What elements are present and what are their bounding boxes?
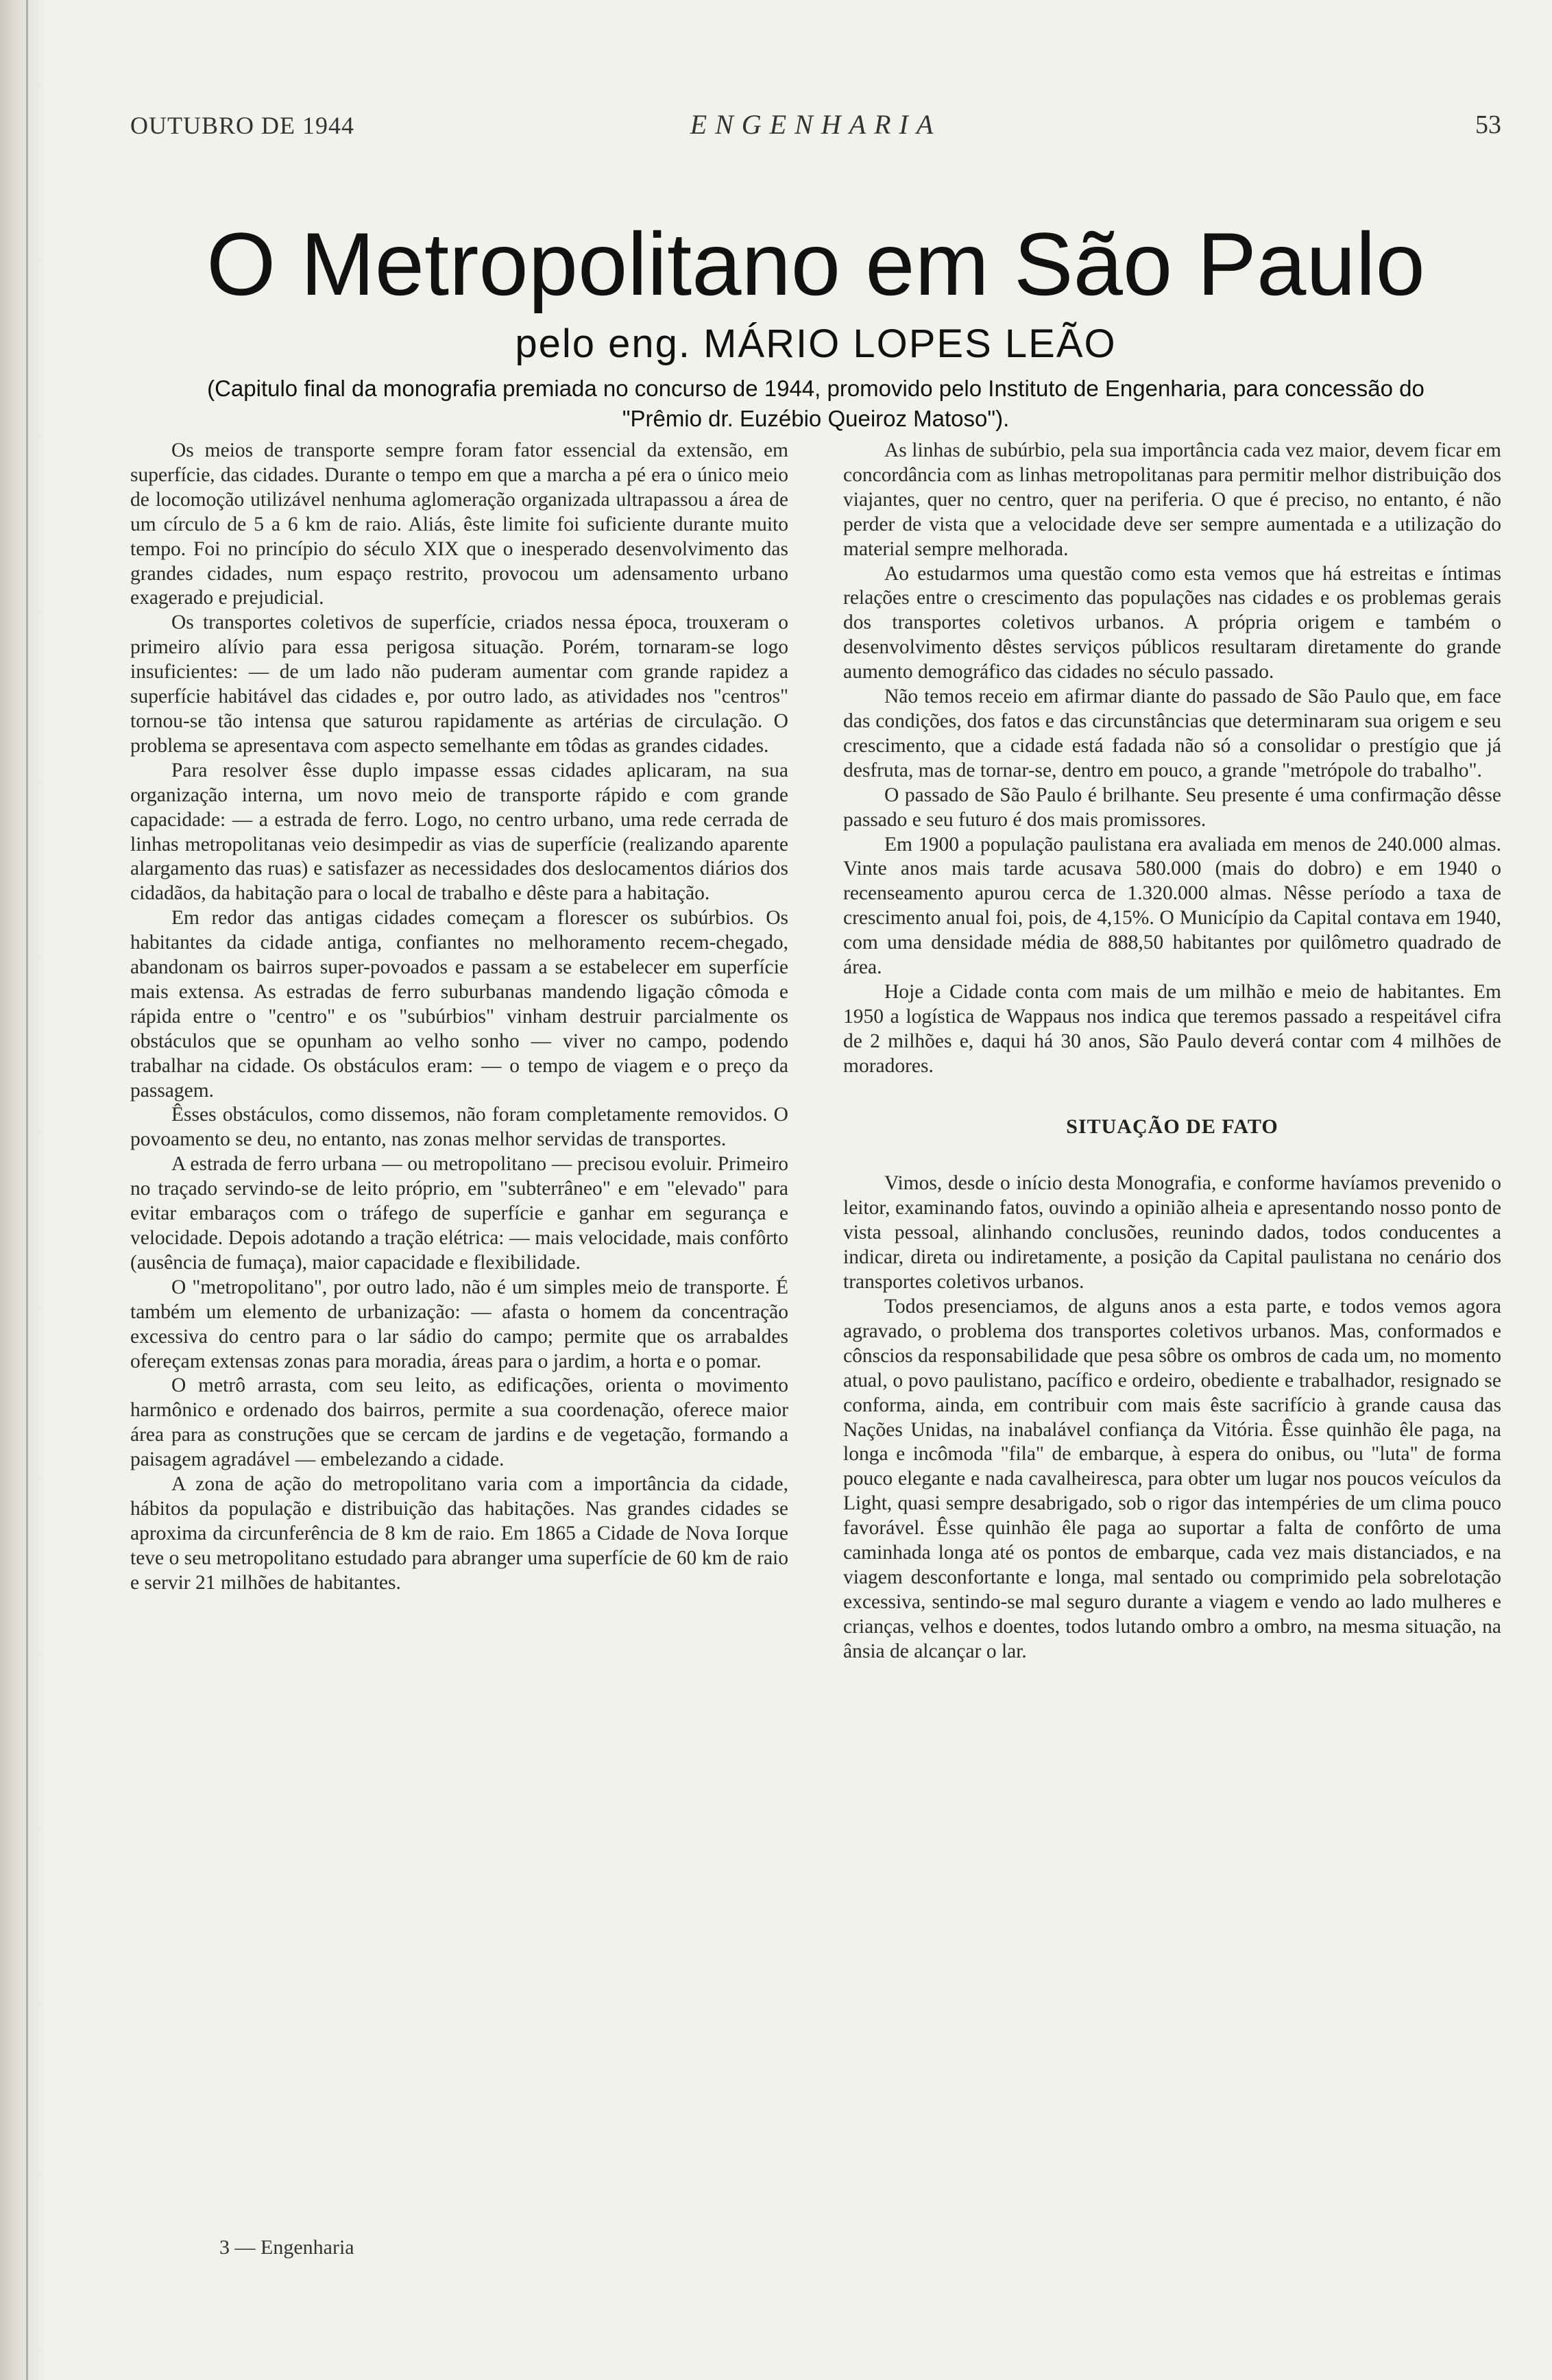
left-column bbox=[130, 439, 788, 2358]
page-binding-edge bbox=[0, 0, 48, 2380]
journal-page bbox=[130, 103, 1501, 2331]
article-subtitle: (Capitulo final da monografia premiada no concurso de 1944, promovido pelo Instituto de Engenharia, para concessão do "Prêmio dr. Euzébio Queiroz Matoso"). bbox=[207, 376, 1424, 431]
paragraph: Em 1900 a população paulistana era avaliada em menos de 240.000 almas. Vinte anos mais tarde acusava 580.000 (mais do dobro) e em 1940 o recenseamento apurou cerca de 1.320.000 almas. Nêsse período a taxa de crescimento anual foi, pois, de 4,15%. O Município da Capital contava em 1940, com uma densidade média de 888,50 habitantes por quilômetro quadrado de área. bbox=[843, 833, 1501, 979]
article-body bbox=[130, 439, 1501, 2358]
paragraph: O "metropolitano", por outro lado, não é um simples meio de transporte. É também um elemento de urbanização: — afasta o homem da concentração excessiva do centro para o lar sádio do campo; permite que os arrabaldes ofereçam extensas zonas para moradia, áreas para o jardim, a horta e o pomar. bbox=[130, 1276, 788, 1372]
paragraph: As linhas de subúrbio, pela sua importância cada vez maior, devem ficar em concordância com as linhas metropolitanas para permitir melhor distribuição dos viajantes, quer no centro, quer na periferia. O que é preciso, no entanto, é não perder de vista que a velocidade deve ser sempre aumentada e a utilização do material sempre melhorada. bbox=[843, 439, 1501, 560]
paragraph: Hoje a Cidade conta com mais de um milhão e meio de habitantes. Em 1950 a logística de Wappaus nos indica que teremos passado a respeitável cifra de 2 milhões e, daqui há 30 anos, São Paulo deverá contar com 4 milhões de moradores. bbox=[843, 980, 1501, 1077]
paragraph: Os meios de transporte sempre foram fator essencial da extensão, em superfície, das cidades. Durante o tempo em que a marcha a pé era o único meio de locomoção utilizável nenhuma aglomeração organizada ultrapassou a área de um círculo de 5 a 6 km de raio. Aliás, êste limite foi suficiente durante muito tempo. Foi no princípio do século XIX que o inesperado desenvolvimento das grandes cidades, num espaço restrito, provocou um adensamento urbano exagerado e prejudicial. bbox=[130, 439, 788, 609]
paragraph: O metrô arrasta, com seu leito, as edificações, orienta o movimento harmônico e ordenado dos bairros, permite a sua coordenação, oferece maior área para as construções que se cercam de jardins e de vegetação, formando a paisagem agradável — embelezando a cidade. bbox=[130, 1374, 788, 1471]
paragraph: A zona de ação do metropolitano varia com a importância da cidade, hábitos da população e distribuição das habitações. Nas grandes cidades se aproxima da circunferência de 8 km de raio. Em 1865 a Cidade de Nova Iorque teve o seu metropolitano estudado para abranger uma superfície de 60 km de raio e servir 21 milhões de habitantes. bbox=[130, 1473, 788, 1594]
journal-name: ENGENHARIA bbox=[690, 109, 942, 140]
section-heading: SITUAÇÃO DE FATO bbox=[1066, 1115, 1278, 1138]
page-footer: 3 — Engenharia bbox=[219, 2236, 354, 2259]
paragraph: Ao estudarmos uma questão como esta vemos que há estreitas e íntimas relações entre o crescimento das populações nas cidades e os problemas gerais dos transportes coletivos urbanos. A própria origem e também o desenvolvimento dêstes serviços públicos resultaram diretamente do grande aumento demográfico das cidades no século passado. bbox=[843, 562, 1501, 683]
paragraph: Os transportes coletivos de superfície, criados nessa época, trouxeram o primeiro alívio para essa perigosa situação. Porém, tornaram-se logo insuficientes: — de um lado não puderam aumentar com grande rapidez a superfície habitável das cidades e, por outro lado, as atividades nos "centros" tornou-se tão intensa que saturou rapidamente as artérias de circulação. O problema se apresentava com aspecto semelhante em tôdas as grandes cidades. bbox=[130, 611, 788, 757]
paragraph: Para resolver êsse duplo impasse essas cidades aplicaram, na sua organização interna, um novo meio de transporte rápido e com grande capacidade: — a estrada de ferro. Logo, no centro urbano, uma rede cerrada de linhas metropolitanas veio desimpedir as vias de superfície (realizando aparente alargamento das ruas) e satisfazer as necessidades dos deslocamentos diários dos cidadãos, da habitação para o local de trabalho e dêste para a habitação. bbox=[130, 759, 788, 905]
article-title: O Metropolitano em São Paulo bbox=[206, 214, 1425, 314]
paragraph: Vimos, desde o início desta Monografia, e conforme havíamos prevenido o leitor, examinando fatos, ouvindo a opinião alheia e apresentando nosso ponto de vista pessoal, alinhando conclusões, reunindo dados, todos conducentes a indicar, direta ou indiretamente, a posição da Capital paulistana no cenário dos transportes coletivos urbanos. bbox=[843, 1172, 1501, 1294]
page-number: 53 bbox=[1475, 110, 1501, 139]
paragraph: Êsses obstáculos, como dissemos, não foram completamente removidos. O povoamento se deu, no entanto, nas zonas melhor servidas de transportes. bbox=[130, 1104, 788, 1151]
paragraph: O passado de São Paulo é brilhante. Seu presente é uma confirmação dêsse passado e seu futuro é dos mais promissores. bbox=[843, 784, 1501, 831]
paragraph: A estrada de ferro urbana — ou metropolitano — precisou evoluir. Primeiro no traçado servindo-se de leito próprio, em "subterrâneo" e em "elevado" para evitar embaraços com o tráfego de superfície e ganhar em segurança e velocidade. Depois adotando a tração elétrica: — mais velocidade, mais confôrto (ausência de fumaça), maior capacidade e flexibilidade. bbox=[130, 1153, 788, 1274]
paragraph: Em redor das antigas cidades começam a florescer os subúrbios. Os habitantes da cidade antiga, confiantes no melhoramento recem-chegado, abandonam os bairros super-povoados e passam a se estabelecer em superfície mais extensa. As estradas de ferro suburbanas mandendo ligação cômoda e rápida entre o "centro" e os "subúrbios" vinham destruir parcialmente os obstáculos que se opunham ao velho sonho — viver no campo, podendo trabalhar na cidade. Os obstáculos eram: — o tempo de viagem e o preço da passagem. bbox=[130, 907, 788, 1102]
running-head bbox=[130, 103, 1501, 144]
issue-date: OUTUBRO DE 1944 bbox=[130, 112, 354, 139]
article-byline: pelo eng. MÁRIO LOPES LEÃO bbox=[515, 321, 1117, 366]
paragraph: Não temos receio em afirmar diante do passado de São Paulo que, em face das condições, dos fatos e das circunstâncias que determinaram sua origem e seu crescimento, que a cidade está fadada não só a consolidar o prestígio que já desfruta, mas de tornar-se, dentro em pouco, a grande "metrópole do trabalho". bbox=[843, 685, 1501, 781]
right-column bbox=[843, 439, 1501, 2358]
paragraph: Todos presenciamos, de alguns anos a esta parte, e todos vemos agora agravado, o problema dos transportes coletivos urbanos. Mas, conformados e cônscios da responsabilidade que pesa sôbre os ombros de cada um, no momento atual, o povo paulistano, pacífico e ordeiro, obediente e trabalhador, resignado se conforma, ainda, em contribuir com mais êste sacrifício à grande causa das Nações Unidas, na inabalável confiança da Vitória. Êsse quinhão êle paga, na longa e incômoda "fila" de embarque, à espera do onibus, ou "luta" de forma pouco elegante e nada cavalheiresca, para obter um lugar nos poucos veículos da Light, quasi sempre desabrigado, sob o rigor das intempéries de um clima pouco favorável. Êsse quinhão êle paga ao suportar a falta de confôrto de uma caminhada longa até os pontos de embarque, cada vez mais distanciados, e na viagem desconfortante e longa, mal sentado ou comprimido pela sobrelotação excessiva, sentindo-se mal seguro durante a viagem e vendo ao lado mulheres e crianças, velhos e doentes, todos lutando ombro a ombro, na mesma situação, na ânsia de alcançar o lar. bbox=[843, 1296, 1501, 1662]
